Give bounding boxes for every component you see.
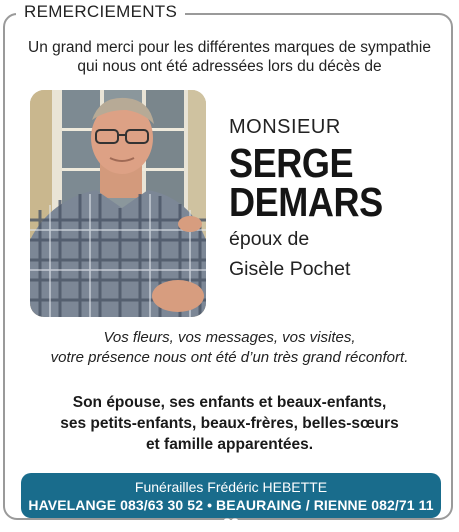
funeral-home-name: Funérailles Frédéric HEBETTE — [134, 479, 328, 495]
relation-label: époux de — [229, 228, 310, 250]
tribute-line-1: Vos fleurs, vos messages, vos visites, — [103, 329, 356, 346]
intro-text — [0, 38, 459, 76]
funeral-home-contacts: HAVELANGE 083/63 30 52 • BEAURAING / RIENNE 082/71 11 88 — [28, 497, 434, 531]
family-text — [0, 392, 459, 455]
family-line-2: ses petits-enfants, beaux-frères, belles-sœurs — [60, 415, 399, 432]
spouse-name: Gisèle Pochet — [229, 258, 351, 280]
family-line-1: Son épouse, ses enfants et beaux-enfants, — [72, 394, 387, 411]
intro-line-1: Un grand merci pour les différentes marques de sympathie — [28, 39, 431, 56]
family-line-3: et famille apparentées. — [145, 436, 314, 453]
tribute-line-2: votre présence nous ont été d’un très grand réconfort. — [50, 348, 409, 366]
deceased-name-block — [229, 115, 404, 284]
honorific: MONSIEUR — [229, 116, 341, 138]
last-name: DEMARS — [229, 179, 383, 225]
intro-line-2: qui nous ont été adressées lors du décès de — [77, 58, 382, 75]
first-name: SERGE — [229, 140, 354, 186]
portrait-photo — [30, 90, 206, 317]
tribute-text — [0, 328, 459, 367]
funeral-home-banner — [21, 473, 441, 531]
notice-heading: REMERCIEMENTS — [16, 2, 185, 22]
